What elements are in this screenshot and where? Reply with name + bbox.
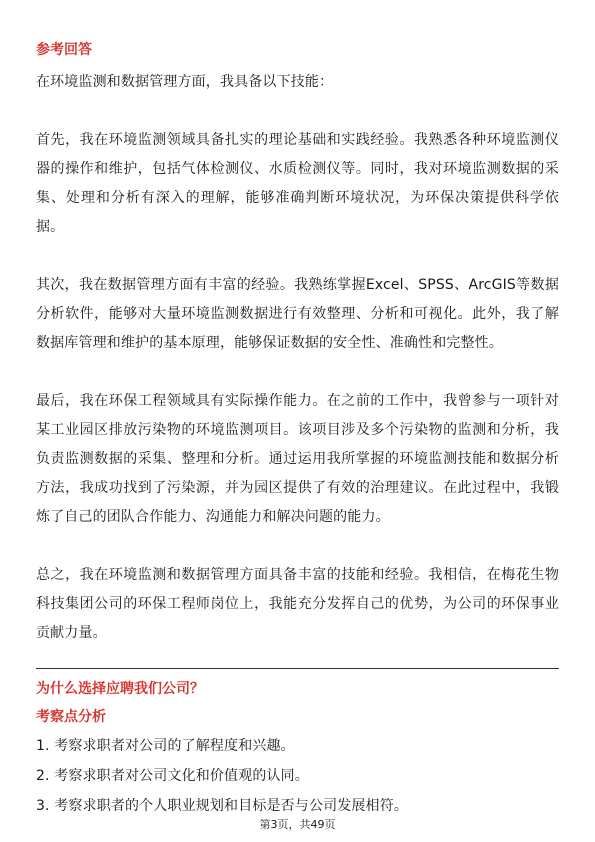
spacer [36, 97, 559, 126]
section-divider [36, 668, 559, 669]
answer-paragraph-1: 首先，我在环境监测领域具备扎实的理论基础和实践经验。我熟悉各种环境监测仪器的操作和维护，包括气体检测仪、水质检测仪等。同时，我对环境监测数据的采集、处理和分析有深入的理解，能够准确判断环境状况，为环保决策提供科学依据。 [36, 132, 559, 235]
reference-answer-title: 参考回答 [36, 42, 92, 58]
answer-paragraph-3: 最后，我在环保工程领域具有实际操作能力。在之前的工作中，我曾参与一项针对某工业园区排放污染物的环境监测项目。该项目涉及多个污染物的监测和分析，我负责监测数据的采集、整理和分析。通过运用我所掌握的环境监测技能和数据分析方法，我成功找到了污染源，并为园区提供了有效的治理建议。在此过程中，我锻炼了自己的团队合作能力、沟通能力和解决问题的能力。 [36, 393, 559, 525]
question-title: 为什么选择应聘我们公司？ [36, 681, 204, 697]
analysis-title: 考察点分析 [36, 709, 106, 725]
page-number: 第3页，共49页 [259, 818, 336, 831]
spacer [36, 532, 559, 561]
answer-intro: 在环境监测和数据管理方面，我具备以下技能： [36, 74, 334, 90]
answer-paragraph-2: 其次，我在数据管理方面有丰富的经验。我熟练掌握Excel、SPSS、ArcGIS等数据分析软件，能够对大量环境监测数据进行有效整理、分析和可视化。此外，我了解数据库管理和维护的基本原理，能够保证数据的安全性、准确性和完整性。 [36, 277, 559, 351]
list-item: 3. 考察求职者的个人职业规划和目标是否与公司发展相符。 [36, 798, 409, 814]
list-item: 1. 考察求职者对公司的了解程度和兴趣。 [36, 738, 295, 754]
page-content [36, 36, 559, 821]
spacer [36, 242, 559, 271]
list-item: 2. 考察求职者对公司文化和价值观的认同。 [36, 768, 309, 784]
analysis-list [36, 731, 559, 821]
answer-paragraph-4: 总之，我在环境监测和数据管理方面具备丰富的技能和经验。我相信，在梅花生物科技集团公司的环保工程师岗位上，我能充分发挥自己的优势，为公司的环保事业贡献力量。 [36, 567, 559, 641]
spacer [36, 358, 559, 387]
